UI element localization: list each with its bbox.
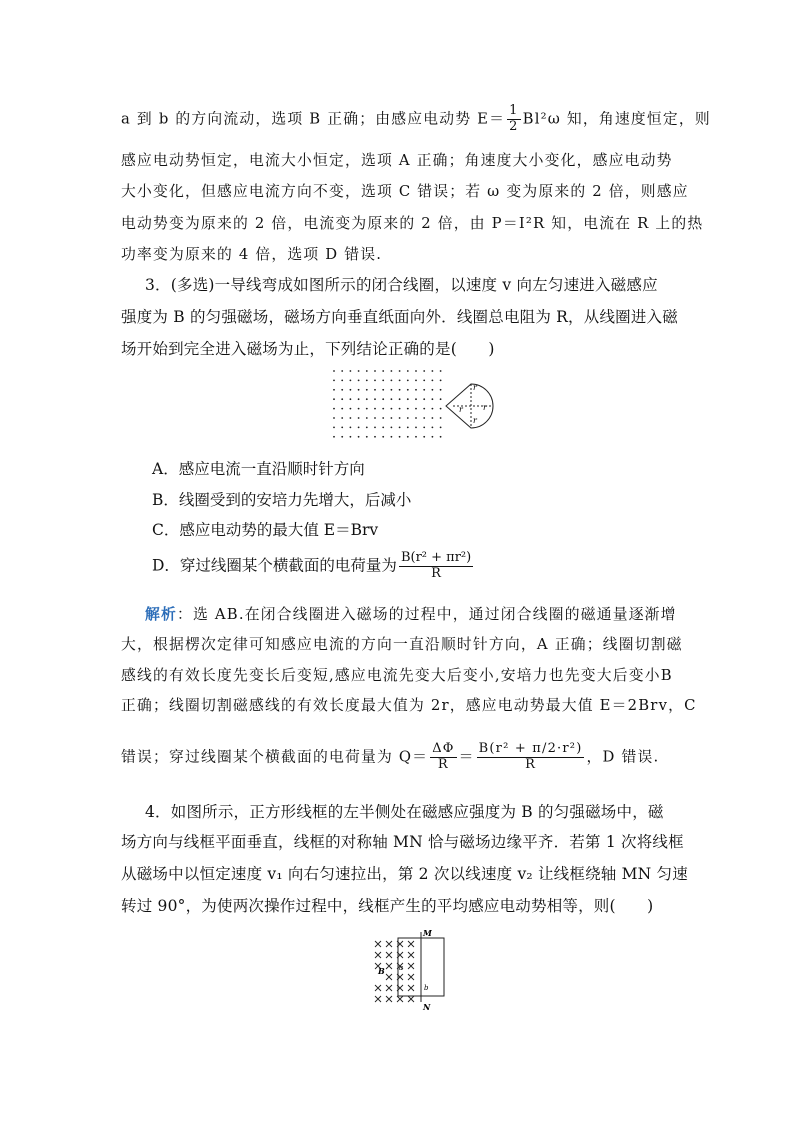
field-dot [366, 417, 368, 419]
flux-fraction: $\frac{\Delta\Phi}{R}$ [432, 741, 455, 772]
field-dot [350, 380, 352, 382]
sol3-line2: 大，根据楞次定律可知感应电流的方向一直沿顺时针方向，A 正确；线圈切割磁 [121, 636, 683, 653]
label-n: N [423, 1002, 431, 1012]
field-dot [358, 427, 360, 429]
q3-option-a: A．感应电流一直沿顺时针方向 [152, 460, 365, 478]
q4-line3: 从磁场中以恒定速度 v₁ 向右匀速拉出，第 2 次以线速度 v₂ 让线框绕轴 MN 匀速 [121, 865, 688, 883]
field-dot [415, 370, 417, 372]
field-dot [440, 380, 442, 382]
field-dot [358, 417, 360, 419]
field-dot [366, 408, 368, 410]
field-dot [341, 417, 343, 419]
field-dot [358, 380, 360, 382]
q4-line4: 转过 90°，为使两次操作过程中，线框产生的平均感应电动势相等，则( ) [121, 897, 654, 915]
para1-line4: 电动势变为原来的 2 倍，电流变为原来的 2 倍，由 P＝I²R 知，电流在 R 上的热 [121, 215, 704, 232]
fraction-half: $\frac{1}{2}$ [509, 103, 519, 134]
field-dot [407, 436, 409, 438]
field-dot [341, 398, 343, 400]
label-r-right: r [483, 403, 487, 412]
field-dot [415, 436, 417, 438]
field-dot [333, 417, 335, 419]
field-dot [432, 417, 434, 419]
field-dot [407, 398, 409, 400]
para1-line2: 感应电动势恒定，电流大小恒定，选项 A 正确；角速度大小变化，感应电动势 [121, 152, 673, 169]
field-dot [432, 370, 434, 372]
field-dot [440, 389, 442, 391]
field-dot [358, 389, 360, 391]
field-dot [415, 380, 417, 382]
q3-line1: 3．(多选)一导线弯成如图所示的闭合线圈，以速度 v 向左匀速进入磁感应 [145, 276, 658, 294]
magnetic-field-dots [333, 370, 441, 438]
field-cross [375, 941, 381, 947]
field-dot [374, 398, 376, 400]
para1-line3: 大小变化，但感应电流方向不变，选项 C 错误；若 ω 变为原来的 2 倍，则感应 [121, 183, 689, 200]
field-dot [366, 398, 368, 400]
q4-line2: 场方向与线框平面垂直，线框的对称轴 MN 恰与磁场边缘平齐．若第 1 次将线框 [121, 833, 684, 851]
field-cross [408, 985, 414, 991]
q3-option-d: D．穿过线圈某个横截面的电荷量为 $\frac{\text{B(r² + πr²)}}{R}$ [152, 550, 472, 581]
field-dot [432, 408, 434, 410]
field-dot [399, 380, 401, 382]
field-dot [341, 436, 343, 438]
field-dot [366, 370, 368, 372]
field-dot [358, 370, 360, 372]
field-dot [382, 389, 384, 391]
field-dot [391, 380, 393, 382]
field-dot [407, 380, 409, 382]
label-r-bottom: r [473, 416, 477, 425]
label-m: M [423, 928, 432, 938]
para1-line1: a 到 b 的方向流动，选项 B 正确；由感应电动势 E＝ $\frac{1}{2}$ Bl²ω 知，角速度恒定，则 [121, 103, 711, 134]
field-cross [386, 952, 392, 958]
solution-label: 解析 [145, 606, 177, 623]
field-dot [350, 370, 352, 372]
field-dot [374, 370, 376, 372]
field-dot [366, 436, 368, 438]
field-dot [341, 370, 343, 372]
field-dot [382, 380, 384, 382]
field-dot [333, 427, 335, 429]
field-dot [391, 398, 393, 400]
field-dot [350, 436, 352, 438]
field-dot [423, 370, 425, 372]
field-dot [374, 380, 376, 382]
field-dot [382, 398, 384, 400]
field-cross [375, 952, 381, 958]
field-dot [374, 436, 376, 438]
q3-line2: 强度为 B 的匀强磁场，磁场方向垂直纸面向外．线圈总电阻为 R，从线圈进入磁 [121, 308, 678, 326]
field-dot [399, 417, 401, 419]
field-dot [382, 427, 384, 429]
field-dot [341, 380, 343, 382]
label-r-left: r [459, 405, 463, 414]
label-b-field: B [378, 966, 385, 976]
field-dot [423, 427, 425, 429]
field-dot [415, 417, 417, 419]
field-dot [382, 436, 384, 438]
field-dot [440, 408, 442, 410]
field-cross [386, 974, 392, 980]
field-dot [333, 380, 335, 382]
field-dot [440, 417, 442, 419]
field-dot [366, 389, 368, 391]
q4-line1: 4．如图所示，正方形线框的左半侧处在磁感应强度为 B 的匀强磁场中，磁 [145, 803, 664, 821]
field-cross [386, 963, 392, 969]
field-dot [350, 427, 352, 429]
field-dot [399, 427, 401, 429]
field-dot [399, 398, 401, 400]
label-a: a [399, 964, 404, 972]
field-dot [423, 398, 425, 400]
field-dot [382, 408, 384, 410]
field-dot [391, 389, 393, 391]
field-dot [440, 370, 442, 372]
field-dot [341, 408, 343, 410]
field-dot [391, 436, 393, 438]
field-dot [333, 389, 335, 391]
field-cross [408, 996, 414, 1002]
field-dot [407, 417, 409, 419]
label-r-top: r [473, 383, 477, 392]
field-dot [333, 370, 335, 372]
field-dot [333, 398, 335, 400]
q3-figure [328, 366, 498, 442]
field-dot [382, 370, 384, 372]
field-dot [423, 436, 425, 438]
field-dot [440, 427, 442, 429]
q3-option-d-fraction: $\frac{\text{B(r² + πr²)}}{R}$ [400, 550, 472, 581]
field-dot [350, 417, 352, 419]
field-dot [407, 370, 409, 372]
field-cross [386, 941, 392, 947]
sol3-line1: 解析：选 AB.在闭合线圈进入磁场的过程中，通过闭合线圈的磁通量逐渐增 [145, 606, 677, 623]
field-dot [432, 398, 434, 400]
field-dot [423, 417, 425, 419]
q4-figure [370, 926, 450, 1012]
field-dot [415, 427, 417, 429]
field-dot [374, 427, 376, 429]
field-dot [374, 408, 376, 410]
field-dot [391, 417, 393, 419]
field-dot [399, 408, 401, 410]
field-dot [432, 436, 434, 438]
field-dot [432, 427, 434, 429]
field-dot [440, 436, 442, 438]
field-dot [440, 398, 442, 400]
charge-fraction: $\frac{\text{B(r² + π/2·r²)}}{R}$ [478, 741, 583, 772]
q3-line3: 场开始到完全进入磁场为止，下列结论正确的是( ) [121, 340, 495, 358]
field-dot [423, 389, 425, 391]
field-cross [408, 952, 414, 958]
label-b: b [424, 984, 429, 992]
field-cross [375, 996, 381, 1002]
field-cross [386, 985, 392, 991]
field-dot [415, 398, 417, 400]
field-dot [415, 389, 417, 391]
field-dot [374, 389, 376, 391]
field-dot [399, 370, 401, 372]
field-dot [358, 436, 360, 438]
sol3-line4: 正确；线圈切割磁感线的有效长度最大值为 2r，感应电动势最大值 E＝2Brv，C [121, 697, 697, 714]
field-cross [408, 963, 414, 969]
field-dot [382, 417, 384, 419]
field-cross [375, 985, 381, 991]
field-dot [350, 389, 352, 391]
field-dot [341, 427, 343, 429]
field-dot [350, 408, 352, 410]
field-dot [399, 436, 401, 438]
field-cross [408, 974, 414, 980]
field-dot [366, 427, 368, 429]
field-dot [341, 389, 343, 391]
field-dot [358, 398, 360, 400]
field-dot [407, 389, 409, 391]
q3-option-c: C．感应电动势的最大值 E＝Brv [152, 521, 379, 539]
field-dot [423, 380, 425, 382]
field-dot [333, 408, 335, 410]
field-dot [399, 389, 401, 391]
field-dot [358, 408, 360, 410]
field-dot [391, 408, 393, 410]
field-dot [423, 408, 425, 410]
field-dot [366, 380, 368, 382]
sol3-line5: 错误；穿过线圈某个横截面的电荷量为 Q＝ $\frac{\Delta\Phi}{R}$ ＝ $\frac{\text{B(r² + π/2·r²)}}{R}$ ，D 错误. [121, 741, 660, 772]
field-cross [408, 941, 414, 947]
field-dot [407, 427, 409, 429]
field-dot [407, 408, 409, 410]
field-dot [391, 370, 393, 372]
field-dot [374, 417, 376, 419]
field-cross [397, 996, 403, 1002]
q3-option-b: B．线圈受到的安培力先增大，后减小 [152, 491, 412, 509]
field-cross [386, 996, 392, 1002]
sol3-line3: 感线的有效长度先变长后变短,感应电流先变大后变小,安培力也先变大后变小B [121, 667, 673, 684]
field-dot [350, 398, 352, 400]
field-dot [415, 408, 417, 410]
field-dot [432, 389, 434, 391]
para1-line5: 功率变为原来的 4 倍，选项 D 错误. [121, 246, 383, 263]
field-dot [333, 436, 335, 438]
field-dot [391, 427, 393, 429]
field-dot [432, 380, 434, 382]
